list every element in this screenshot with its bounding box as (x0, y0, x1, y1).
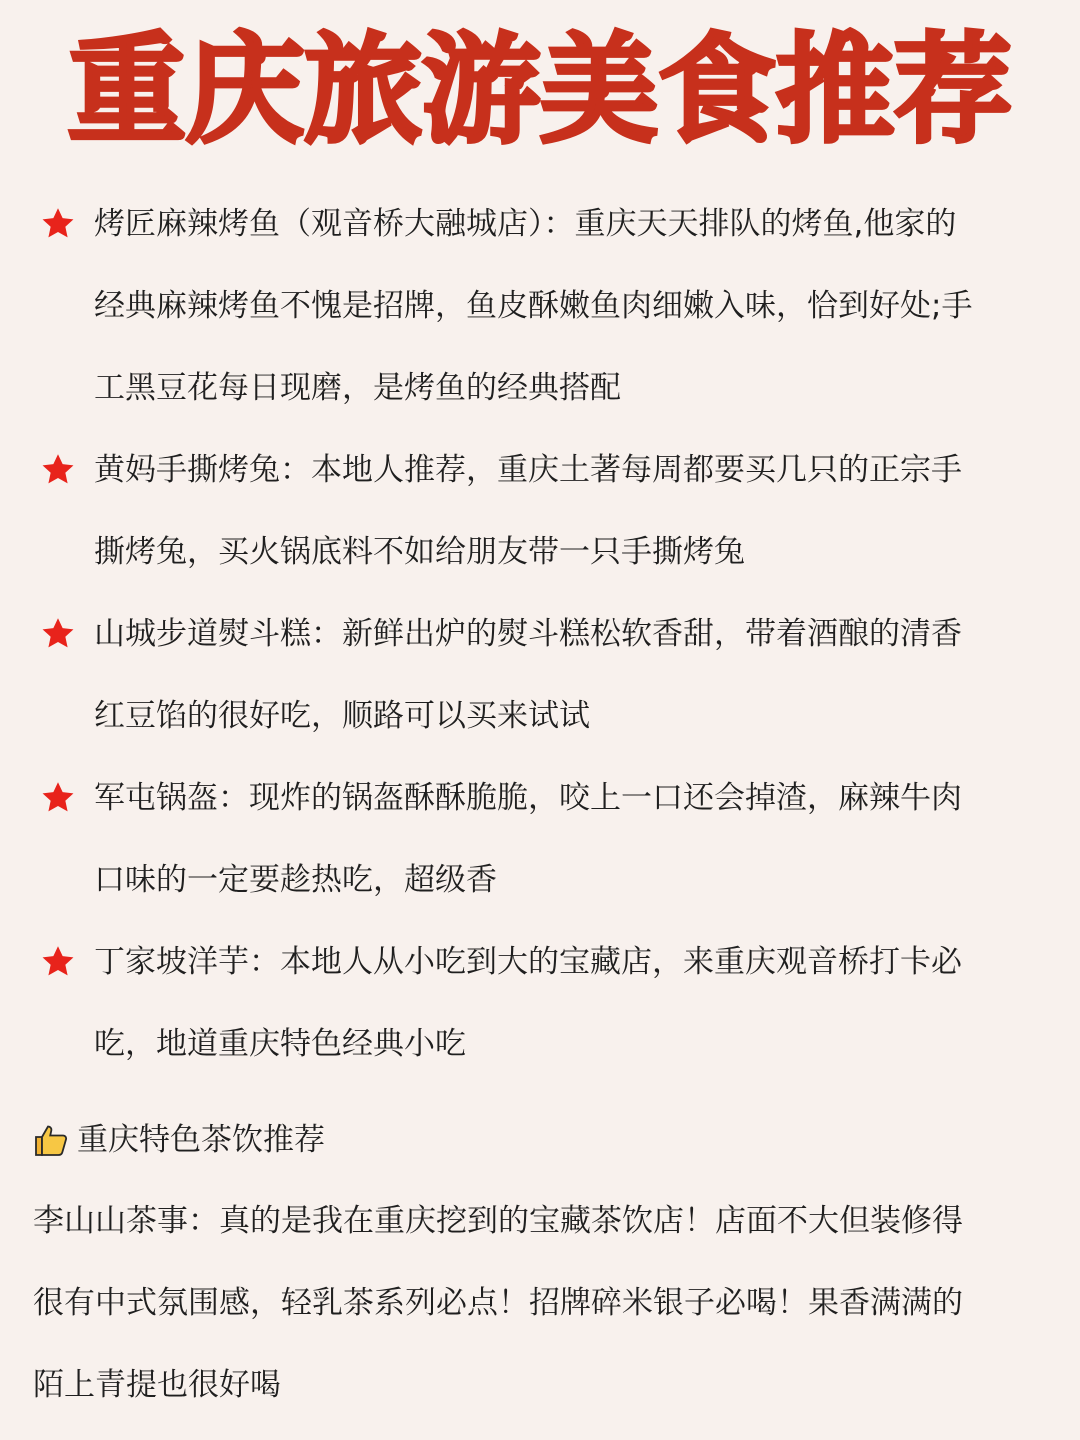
list-item (38, 757, 1048, 921)
red-star-icon (40, 616, 76, 652)
item-line: 撕烤兔，买火锅底料不如给朋友带一只手撕烤兔 (94, 534, 745, 570)
thumbs-up-icon (33, 1122, 69, 1158)
item-line: 山城步道熨斗糕：新鲜出炉的熨斗糕松软香甜，带着酒酿的清香 (94, 616, 962, 652)
tea-line: 陌上青提也很好喝 (33, 1367, 281, 1403)
item-line: 工黑豆花每日现磨，是烤鱼的经典搭配 (94, 370, 621, 406)
list-item (38, 921, 1048, 1085)
tea-section-title: 重庆特色茶饮推荐 (77, 1122, 325, 1158)
red-star-icon (40, 780, 76, 816)
red-star-icon (40, 206, 76, 242)
item-text (94, 593, 1048, 757)
page-title: 重庆旅游美食推荐 (67, 21, 1012, 159)
tea-line: 很有中式氛围感，轻乳茶系列必点！招牌碎米银子必喝！果香满满的 (33, 1285, 963, 1321)
item-text (94, 429, 1048, 593)
item-line: 黄妈手撕烤兔：本地人推荐，重庆土著每周都要买几只的正宗手 (94, 452, 962, 488)
item-text (94, 921, 1048, 1085)
tea-section-heading (33, 1112, 325, 1168)
item-text (94, 183, 1048, 429)
item-line: 经典麻辣烤鱼不愧是招牌，鱼皮酥嫩鱼肉细嫩入味，恰到好处;手 (94, 288, 973, 324)
item-line: 烤匠麻辣烤鱼（观音桥大融城店）：重庆天天排队的烤鱼,他家的 (94, 206, 957, 242)
item-line: 丁家坡洋芋：本地人从小吃到大的宝藏店，来重庆观音桥打卡必 (94, 944, 962, 980)
tea-line: 李山山茶事：真的是我在重庆挖到的宝藏茶饮店！店面不大但装修得 (33, 1203, 963, 1239)
list-item (38, 429, 1048, 593)
item-line: 吃，地道重庆特色经典小吃 (94, 1026, 466, 1062)
recommendation-list (38, 183, 1048, 1085)
red-star-icon (40, 452, 76, 488)
item-text (94, 757, 1048, 921)
item-line: 军屯锅盔：现炸的锅盔酥酥脆脆，咬上一口还会掉渣，麻辣牛肉 (94, 780, 962, 816)
list-item (38, 593, 1048, 757)
red-star-icon (40, 944, 76, 980)
tea-recommendation (33, 1180, 1043, 1426)
item-line: 红豆馅的很好吃，顺路可以买来试试 (94, 698, 590, 734)
item-line: 口味的一定要趁热吃，超级香 (94, 862, 497, 898)
list-item (38, 183, 1048, 429)
